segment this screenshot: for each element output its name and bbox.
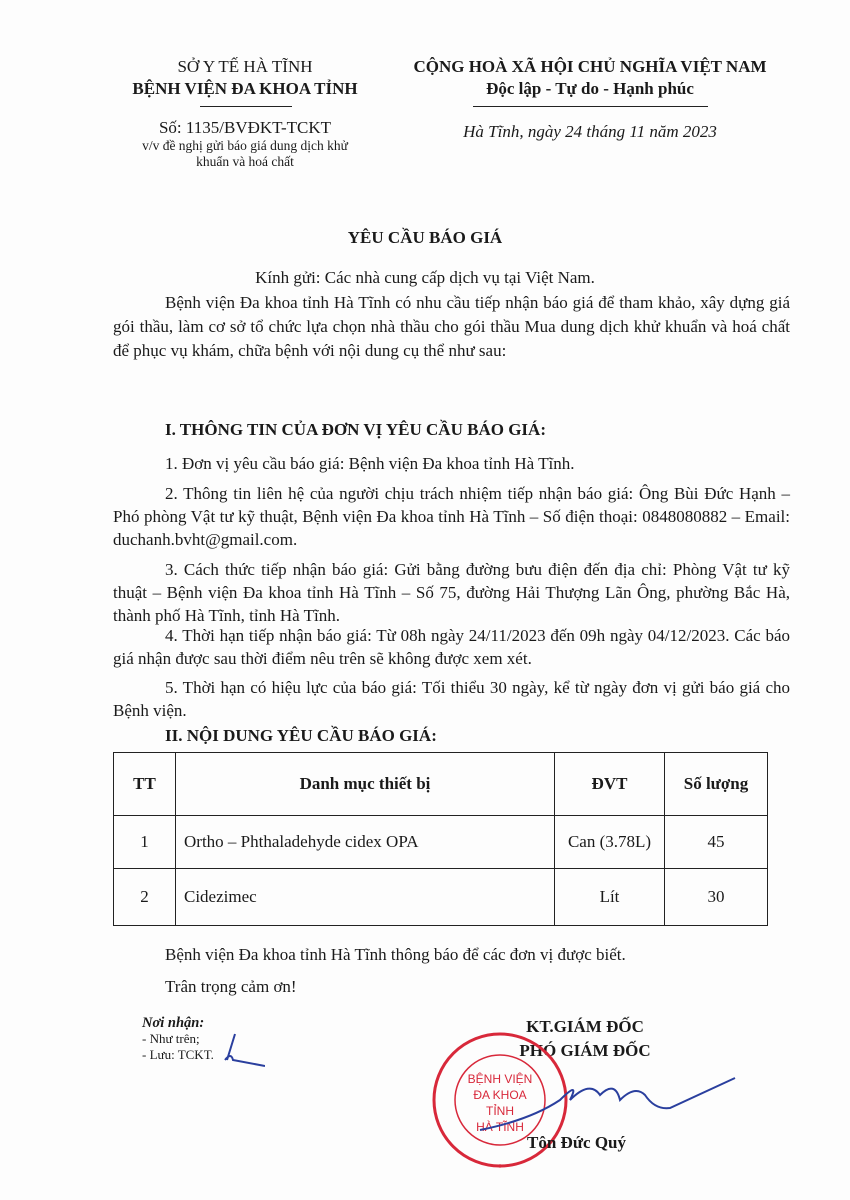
svg-text:ĐA KHOA: ĐA KHOA xyxy=(473,1088,527,1102)
section1-item xyxy=(113,482,790,551)
cell: Ortho – Phthaladehyde cidex OPA xyxy=(176,816,555,869)
intro-paragraph xyxy=(113,291,790,363)
closing-thanks xyxy=(113,975,790,998)
svg-text:*: * xyxy=(497,1163,503,1174)
page-title: YÊU CẦU BÁO GIÁ xyxy=(347,228,503,247)
signature-title-1: KT.GIÁM ĐỐC xyxy=(526,1017,644,1036)
table-header-row xyxy=(114,753,768,816)
motto: Độc lập - Tự do - Hạnh phúc xyxy=(486,79,694,98)
col-header: TT xyxy=(114,753,176,816)
item-text: 3. Cách thức tiếp nhận báo giá: Gửi bằng đường bưu điện đến địa chỉ: Phòng Vật tư kỹ thuật – Bệnh viện Đa khoa tỉnh Hà Tĩnh – Số 75, đường Hải Thượng Lãn Ông, phường Bắc Hà, thành phố Hà Tĩnh, tỉnh Hà Tĩnh. xyxy=(113,560,790,625)
agency-name: SỞ Y TẾ HÀ TĨNH xyxy=(177,57,313,76)
cell: Can (3.78L) xyxy=(555,816,665,869)
intro-text: Bệnh viện Đa khoa tỉnh Hà Tĩnh có nhu cầu tiếp nhận báo giá để tham khảo, xây dựng giá gói thầu, làm cơ sở tổ chức lựa chọn nhà thầu cho gói thầu Mua dung dịch khử khuẩn và hoá chất để phục vụ khám, chữa bệnh với nội dung cụ thể như sau: xyxy=(113,293,790,360)
signature-title-2: PHÓ GIÁM ĐỐC xyxy=(519,1041,651,1060)
cell: 45 xyxy=(665,816,768,869)
doc-number: Số: 1135/BVĐKT-TCKT xyxy=(158,118,332,137)
subject-line-1: v/v đề nghị gửi báo giá dung dịch khử xyxy=(142,138,348,153)
col-header: Danh mục thiết bị xyxy=(176,753,555,816)
date-line: Hà Tĩnh, ngày 24 tháng 11 năm 2023 xyxy=(463,122,717,141)
header-left xyxy=(100,56,390,100)
addressee: Kính gửi: Các nhà cung cấp dịch vụ tại Việt Nam. xyxy=(255,268,595,287)
subject-line-2: khuẩn và hoá chất xyxy=(196,154,294,169)
heading-text: I. THÔNG TIN CỦA ĐƠN VỊ YÊU CẦU BÁO GIÁ: xyxy=(165,420,546,439)
cell: Cidezimec xyxy=(176,869,555,926)
section1-item xyxy=(113,624,790,670)
recipients-label: Nơi nhận: xyxy=(142,1015,205,1031)
hospital-name: BỆNH VIỆN ĐA KHOA TỈNH xyxy=(132,79,358,98)
svg-text:HÀ TĨNH: HÀ TĨNH xyxy=(476,1120,524,1134)
closing-text: Bệnh viện Đa khoa tỉnh Hà Tĩnh thông báo để các đơn vị được biết. xyxy=(165,945,626,964)
svg-text:TỈNH: TỈNH xyxy=(486,1104,514,1118)
item-text: 4. Thời hạn tiếp nhận báo giá: Từ 08h ngày 24/11/2023 đến 09h ngày 04/12/2023. Các báo giá nhận được sau thời điểm nêu trên sẽ không được xem xét. xyxy=(113,626,790,668)
col-header: Số lượng xyxy=(665,753,768,816)
section2-heading xyxy=(113,724,790,747)
svg-text:BỆNH VIỆN: BỆNH VIỆN xyxy=(467,1072,533,1086)
country-name: CỘNG HOÀ XÃ HỘI CHỦ NGHĨA VIỆT NAM xyxy=(413,57,767,76)
cell: 30 xyxy=(665,869,768,926)
table-row xyxy=(114,816,768,869)
cell: Lít xyxy=(555,869,665,926)
closing-text: Trân trọng cảm ơn! xyxy=(165,977,297,996)
items-table xyxy=(113,752,768,926)
section1-item xyxy=(113,558,790,627)
item-text: 2. Thông tin liên hệ của người chịu trách nhiệm tiếp nhận báo giá: Ông Bùi Đức Hạnh – Phó phòng Vật tư kỹ thuật, Bệnh viện Đa khoa tỉnh Hà Tĩnh – Số điện thoại: 0848080882 – Email: duchanh.bvht@gmail.com. xyxy=(113,484,790,549)
cell: 1 xyxy=(114,816,176,869)
section1-item xyxy=(113,452,790,475)
doc-ref xyxy=(100,118,390,170)
closing-notice xyxy=(113,943,790,966)
table-row xyxy=(114,869,768,926)
item-text: 5. Thời hạn có hiệu lực của báo giá: Tối thiểu 30 ngày, kể từ ngày đơn vị gửi báo giá cho Bệnh viện. xyxy=(113,678,790,720)
divider xyxy=(473,106,708,107)
recipients xyxy=(142,1015,214,1063)
recipient-item: - Lưu: TCKT. xyxy=(142,1047,214,1062)
heading-text: II. NỘI DUNG YÊU CẦU BÁO GIÁ: xyxy=(165,726,437,745)
initials-signature-icon xyxy=(205,1030,265,1075)
item-text: 1. Đơn vị yêu cầu báo giá: Bệnh viện Đa khoa tỉnh Hà Tĩnh. xyxy=(165,454,575,473)
cell: 2 xyxy=(114,869,176,926)
handwritten-signature-icon xyxy=(467,1070,740,1140)
col-header: ĐVT xyxy=(555,753,665,816)
recipient-item: - Như trên; xyxy=(142,1031,200,1046)
header-right xyxy=(380,56,800,100)
divider xyxy=(200,106,292,107)
signer-name: Tôn Đức Quý xyxy=(527,1133,626,1152)
section1-heading xyxy=(113,418,790,441)
section1-item xyxy=(113,676,790,722)
